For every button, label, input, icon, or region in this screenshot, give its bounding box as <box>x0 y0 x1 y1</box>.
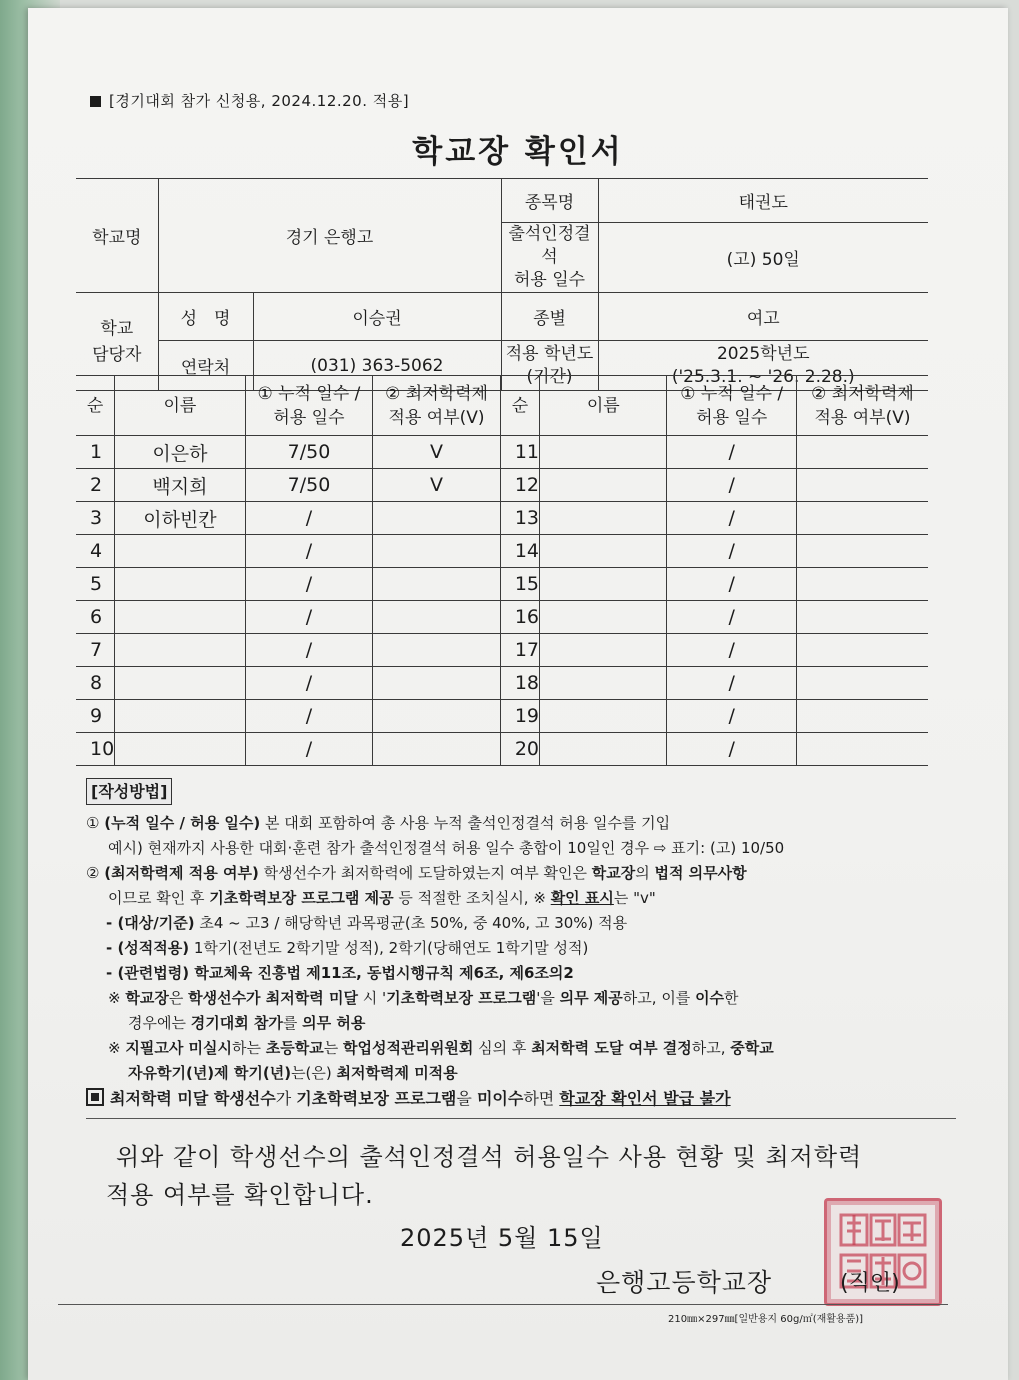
category-value: 여고 <box>598 293 928 341</box>
row-number: 10 <box>76 733 115 766</box>
school-info-table <box>76 178 928 391</box>
students-table <box>76 375 928 766</box>
header-name-right: 이름 <box>540 376 667 436</box>
minimum-check: V <box>373 436 501 469</box>
note2-line2-a: 자유학기(년)제 학기(년) <box>128 1064 292 1082</box>
student-name <box>115 667 245 700</box>
item2-text-b: 학교장 <box>591 864 636 882</box>
table-row <box>76 601 928 634</box>
minimum-check-right <box>796 700 928 733</box>
year-value-line2: ('25.3.1. ~ '26. 2.28.) <box>671 366 855 387</box>
method-note-2 <box>86 1036 936 1061</box>
note1-line2-a: 경우에는 <box>128 1014 191 1032</box>
student-name-right <box>540 667 667 700</box>
item2-text-c: 의 <box>635 864 655 882</box>
writing-method <box>86 778 936 1111</box>
cumulative-days-right: / <box>667 535 796 568</box>
cumulative-days-right: / <box>667 502 796 535</box>
row-number-right: 11 <box>500 436 539 469</box>
note2-i: 하고, <box>691 1039 731 1057</box>
cumulative-days-right: / <box>667 667 796 700</box>
note1-c: 은 <box>168 989 189 1007</box>
table-header-row <box>76 376 928 436</box>
form-note <box>90 90 409 111</box>
cumulative-days: / <box>245 733 373 766</box>
boxed-square-icon <box>86 1088 104 1106</box>
minimum-check <box>373 733 501 766</box>
method-note-1-line2 <box>86 1011 936 1036</box>
allowed-days-value: (고) 50일 <box>598 223 928 293</box>
note2-e: 는 <box>323 1039 343 1057</box>
allowed-days-label-line2: 허용 일수 <box>513 270 586 290</box>
item2-line2-d: 확인 표시 <box>550 889 614 907</box>
note2-g: 심의 후 <box>473 1039 532 1057</box>
row-number: 2 <box>76 469 115 502</box>
cumulative-days-right: / <box>667 601 796 634</box>
minimum-check-right <box>796 601 928 634</box>
sub3-head: - (관련법령) <box>106 964 190 982</box>
header-cumulative-line2: 허용 일수 <box>273 407 345 428</box>
sub2-head: - (성적적용) <box>106 939 190 957</box>
header-cumulative-right-line1: ① 누적 일수 / <box>680 383 784 404</box>
cumulative-days-right: / <box>667 634 796 667</box>
note2-f: 학업성적관리위원회 <box>342 1039 474 1057</box>
minimum-check-right <box>796 535 928 568</box>
item2-line2-e: 는 "v" <box>613 889 656 907</box>
warn-c: 기초학력보장 프로그램 <box>296 1089 457 1108</box>
warn-d: 을 <box>456 1089 477 1108</box>
cumulative-days: / <box>245 502 373 535</box>
contact-person-label-line1: 학교 <box>100 318 134 339</box>
header-minimum-line1: ② 최저학력제 <box>385 383 488 404</box>
note1-b: 학교장 <box>125 989 169 1007</box>
student-rows <box>76 436 928 766</box>
note2-c: 하는 <box>232 1039 266 1057</box>
student-name <box>115 733 245 766</box>
item1-text: 본 대회 포함하여 총 사용 누적 출석인정결석 허용 일수를 기입 <box>260 814 671 832</box>
cumulative-days: 7/50 <box>245 436 373 469</box>
minimum-check-right <box>796 469 928 502</box>
table-row <box>76 535 928 568</box>
row-number-right: 18 <box>500 667 539 700</box>
student-name <box>115 601 245 634</box>
cumulative-days-right: / <box>667 733 796 766</box>
item2-head: (최저학력제 적용 여부) <box>104 864 259 882</box>
form-note-text: [경기대회 참가 신청용, 2024.12.20. 적용] <box>109 92 410 110</box>
sub1-text: 초4 ~ 고3 / 해당학년 과목평균(초 50%, 중 40%, 고 30%) 적용 <box>194 914 628 932</box>
document-title: 학교장 확인서 <box>412 134 624 170</box>
school-label: 학교명 <box>76 179 158 293</box>
sub3-text: 학교체육 진흥법 제11조, 동법시행규칙 제6조, 제6조의2 <box>189 964 574 982</box>
cumulative-days: / <box>245 700 373 733</box>
note1-i: 하고, 이를 <box>622 989 696 1007</box>
allowed-days-label-line1: 출석인정결석 <box>508 224 591 267</box>
row-number: 9 <box>76 700 115 733</box>
method-item-2-line2 <box>86 886 936 911</box>
note1-f: 기초학력보장 프로그램 <box>386 989 537 1007</box>
paper-spec: 210㎜×297㎜[일반용지 60g/㎡(재활용품)] <box>668 1314 864 1325</box>
method-item-1-example: 예시) 현재까지 사용한 대회·훈련 참가 출석인정결석 허용 일수 총합이 10일인 경우 ⇨ 표기: (고) 10/50 <box>108 839 785 857</box>
note1-line2-d: 의무 허용 <box>302 1014 366 1032</box>
note2-h: 최저학력 도달 여부 결정 <box>531 1039 692 1057</box>
confirmation-line1: 위와 같이 학생선수의 출석인정결석 허용일수 사용 현황 및 최저학력 <box>116 1143 863 1171</box>
note1-line2-c: 를 <box>282 1014 303 1032</box>
row-number: 7 <box>76 634 115 667</box>
sub1-head: - (대상/기준) <box>106 914 195 932</box>
minimum-check-right <box>796 634 928 667</box>
student-name: 백지희 <box>115 469 245 502</box>
confirmation-line2: 적용 여부를 확인합니다. <box>106 1181 374 1209</box>
minimum-check <box>373 700 501 733</box>
sub2-text: 1학기(전년도 2학기말 성적), 2학기(당해연도 1학기말 성적) <box>189 939 589 957</box>
warn-b: 가 <box>275 1089 297 1108</box>
row-number-right: 12 <box>500 469 539 502</box>
method-note-1 <box>86 986 936 1011</box>
note1-line2-b: 경기대회 참가 <box>190 1014 283 1032</box>
school-value: 경기 은행고 <box>158 179 501 293</box>
header-no: 순 <box>76 376 115 436</box>
document-page <box>28 8 1008 1380</box>
row-number-right: 13 <box>500 502 539 535</box>
minimum-check <box>373 568 501 601</box>
table-row <box>76 667 928 700</box>
header-minimum <box>373 376 501 436</box>
principal-name: 은행고등학교장 <box>596 1268 773 1297</box>
note2-b: 지필고사 미실시 <box>125 1039 232 1057</box>
minimum-check <box>373 667 501 700</box>
item2-bullet: ② <box>86 864 100 882</box>
divider <box>86 1118 956 1119</box>
student-name <box>115 634 245 667</box>
note1-k: 한 <box>724 989 739 1007</box>
cumulative-days: / <box>245 568 373 601</box>
student-name-right <box>540 733 667 766</box>
note1-a: ※ <box>108 989 126 1007</box>
note2-d: 초등학교 <box>265 1039 324 1057</box>
category-label: 종별 <box>501 293 598 341</box>
student-name-right <box>540 535 667 568</box>
row-number-right: 17 <box>500 634 539 667</box>
item2-line2-c: 등 적절한 조치실시, ※ <box>393 889 551 907</box>
contact-person-label-line2: 담당자 <box>92 344 142 365</box>
warn-g: 학교장 확인서 발급 불가 <box>559 1089 731 1108</box>
note1-g: '을 <box>536 989 560 1007</box>
row-number: 1 <box>76 436 115 469</box>
warn-e: 미이수 <box>476 1089 524 1108</box>
header-cumulative <box>245 376 373 436</box>
header-name: 이름 <box>115 376 245 436</box>
student-name <box>115 535 245 568</box>
row-number-right: 15 <box>500 568 539 601</box>
item2-line2-a: 이므로 확인 후 <box>108 889 210 907</box>
student-name <box>115 568 245 601</box>
row-number-right: 19 <box>500 700 539 733</box>
row-number: 4 <box>76 535 115 568</box>
student-name-right <box>540 568 667 601</box>
method-sub-2 <box>86 936 936 961</box>
row-number-right: 16 <box>500 601 539 634</box>
row-number: 6 <box>76 601 115 634</box>
student-name-right <box>540 634 667 667</box>
allowed-days-label <box>501 223 598 293</box>
student-name-right <box>540 700 667 733</box>
note1-e: 시 ' <box>357 989 387 1007</box>
issue-date: 2025년 5월 15일 <box>400 1224 604 1252</box>
minimum-check <box>373 502 501 535</box>
minimum-check-right <box>796 502 928 535</box>
minimum-check <box>373 601 501 634</box>
minimum-check-right <box>796 667 928 700</box>
table-row <box>76 634 928 667</box>
item2-text-a: 학생선수가 최저학력에 도달하였는지 여부 확인은 <box>258 864 592 882</box>
method-warning <box>86 1086 936 1111</box>
header-no-right: 순 <box>500 376 539 436</box>
student-name: 이하빈칸 <box>115 502 245 535</box>
minimum-check <box>373 634 501 667</box>
minimum-check: V <box>373 469 501 502</box>
row-number: 8 <box>76 667 115 700</box>
item2-line2-b: 기초학력보장 프로그램 제공 <box>209 889 394 907</box>
method-item-2 <box>86 861 936 886</box>
warn-f: 하면 <box>523 1089 560 1108</box>
note1-j: 이수 <box>695 989 725 1007</box>
cumulative-days: / <box>245 667 373 700</box>
cumulative-days-right: / <box>667 568 796 601</box>
header-minimum-right-line2: 적용 여부(V) <box>814 407 911 428</box>
table-row <box>76 436 928 469</box>
note2-j: 중학교 <box>730 1039 774 1057</box>
header-minimum-right-line1: ② 최저학력제 <box>811 383 914 404</box>
cumulative-days: / <box>245 634 373 667</box>
method-item-1 <box>86 811 936 836</box>
header-minimum-line2: 적용 여부(V) <box>388 407 485 428</box>
year-label-line2: (기간) <box>526 366 573 387</box>
table-row <box>76 568 928 601</box>
minimum-check-right <box>796 568 928 601</box>
header-cumulative-right <box>667 376 796 436</box>
note2-line2-c: 최저학력제 미적용 <box>336 1064 458 1082</box>
student-name: 이은하 <box>115 436 245 469</box>
warn-a: 최저학력 미달 학생선수 <box>110 1089 276 1108</box>
phone-value: (031) 363-5062 <box>253 341 501 391</box>
minimum-check-right <box>796 436 928 469</box>
row-number: 3 <box>76 502 115 535</box>
note2-line2-b: 는(은) <box>291 1064 337 1082</box>
minimum-check <box>373 535 501 568</box>
name-value: 이승권 <box>253 293 501 341</box>
cumulative-days-right: / <box>667 436 796 469</box>
item2-text-d: 법적 의무사항 <box>654 864 747 882</box>
table-row <box>76 733 928 766</box>
cumulative-days: / <box>245 535 373 568</box>
note1-h: 의무 제공 <box>559 989 623 1007</box>
student-name-right <box>540 601 667 634</box>
header-cumulative-line1: ① 누적 일수 / <box>257 383 361 404</box>
cumulative-days: / <box>245 601 373 634</box>
note1-d: 학생선수가 최저학력 미달 <box>188 989 358 1007</box>
minimum-check-right <box>796 733 928 766</box>
cumulative-days-right: / <box>667 700 796 733</box>
student-name-right <box>540 436 667 469</box>
footer-divider <box>58 1304 948 1305</box>
method-title: [작성방법] <box>86 778 172 805</box>
method-note-2-line2 <box>86 1061 936 1086</box>
student-name <box>115 700 245 733</box>
method-sub-3 <box>86 961 936 986</box>
name-label: 성 명 <box>158 293 253 341</box>
method-sub-1 <box>86 911 936 936</box>
sport-value: 태권도 <box>598 179 928 223</box>
row-number: 5 <box>76 568 115 601</box>
row-number-right: 14 <box>500 535 539 568</box>
header-minimum-right <box>796 376 928 436</box>
student-name-right <box>540 502 667 535</box>
header-cumulative-right-line2: 허용 일수 <box>696 407 768 428</box>
sport-label: 종목명 <box>501 179 598 223</box>
square-bullet-icon <box>90 96 101 107</box>
row-number-right: 20 <box>500 733 539 766</box>
item1-bullet: ① <box>86 814 100 832</box>
note2-a: ※ <box>108 1039 126 1057</box>
cumulative-days-right: / <box>667 469 796 502</box>
item1-head: (누적 일수 / 허용 일수) <box>104 814 261 832</box>
student-name-right <box>540 469 667 502</box>
table-row <box>76 502 928 535</box>
cumulative-days: 7/50 <box>245 469 373 502</box>
table-row <box>76 700 928 733</box>
year-label-line1: 적용 학년도 <box>505 343 594 364</box>
phone-label: 연락처 <box>158 341 253 391</box>
table-row <box>76 469 928 502</box>
year-value-line1: 2025학년도 <box>716 343 810 364</box>
seal-label: (직인) <box>840 1271 900 1296</box>
